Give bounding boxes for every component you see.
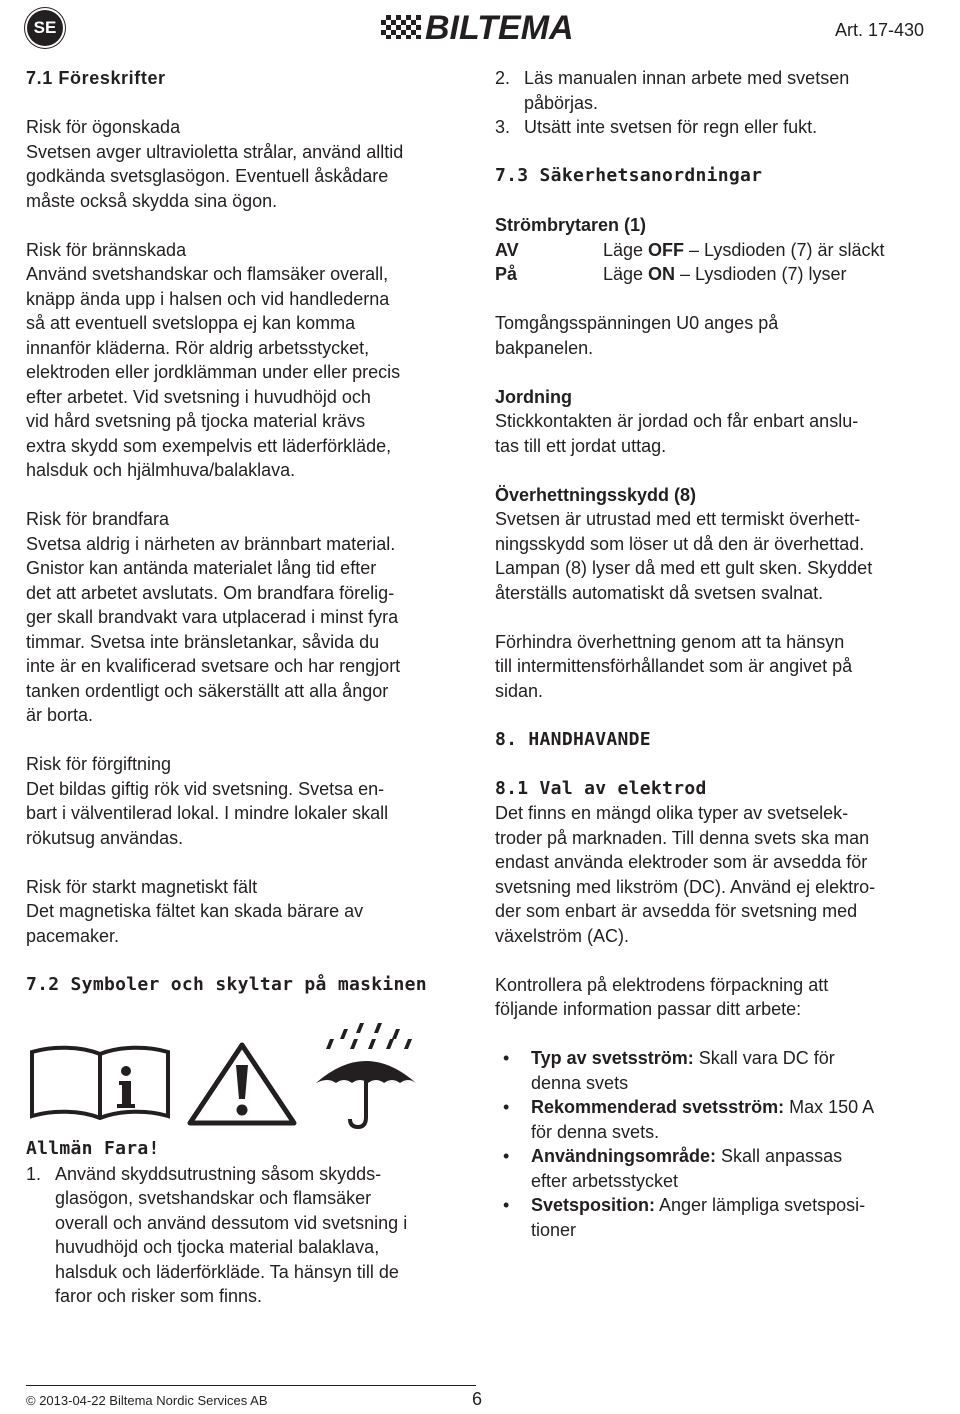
list-item-text: Läs manualen innan arbete med svetsen påbörjas. (524, 68, 850, 113)
eye-risk-title: Risk för ögonskada (26, 117, 181, 137)
list-item-3 (495, 115, 940, 140)
page-number: 6 (472, 1389, 483, 1409)
bullet-text: Skall anpassas efter arbetsstycket (531, 1146, 843, 1191)
prevent-overheat-text: Förhindra överhettning genom att ta hänsyn till intermittensförhållandet som är angivet på sidan. (495, 631, 853, 701)
section-heading-7-3: 7.3 Säkerhetsanordningar (495, 165, 763, 186)
switch-value: Läge OFF – Lysdioden (7) är släckt (603, 239, 885, 260)
magnet-risk-block (26, 875, 472, 949)
burn-risk-text: Använd svetshandskar och flamsäker overall, knäpp ända upp i halsen och vid handlederna så att eventuell svetsloppa ej kan komma innanför kläderna. Rör aldrig arbetsstycket, elektroden eller jordklämman under eller precis efter arbetet. Vid svetsning i huvudhöjd och vid hård svetsning på tjocka material krävs extra skydd som exempelvis ett läderförkläde, halsduk och hjälmhuva/balaklava. (26, 264, 401, 480)
poison-risk-title: Risk för förgiftning (26, 754, 172, 774)
list-item (495, 1095, 940, 1144)
switch-value: Läge ON – Lysdioden (7) lyser (603, 264, 847, 284)
bullet-text: Max 150 A för denna svets. (531, 1097, 875, 1142)
section-heading-7-1: 7.1 Föreskrifter (26, 68, 166, 88)
list-item-text: Utsätt inte svetsen för regn eller fukt. (524, 117, 818, 137)
checkered-flag-icon (381, 15, 421, 39)
switch-title: Strömbrytaren (1) (495, 215, 647, 235)
copyright: © 2013-04-22 Biltema Nordic Services AB (26, 1393, 268, 1408)
grounding-text: Stickkontakten är jordad och får enbart anslu- tas till ett jordat uttag. (495, 411, 859, 456)
list-item-1 (26, 1162, 472, 1309)
section-heading-8-1: 8.1 Val av elektrod (495, 777, 707, 799)
switch-row-on (495, 262, 940, 287)
list-number: 3. (495, 117, 511, 137)
country-badge: SE (27, 10, 63, 46)
general-danger-heading: Allmän Fara! (26, 1138, 160, 1159)
bullet-icon: • (503, 1146, 510, 1166)
section-heading-7-2: 7.2 Symboler och skyltar på maskinen (26, 973, 427, 995)
check-package-text: Kontrollera på elektrodens förpackning att följande information passar ditt arbete: (495, 974, 829, 1019)
list-number: 1. (26, 1163, 42, 1184)
poison-risk-text: Det bildas giftig rök vid svetsning. Svetsa en- bart i välventilerad lokal. I mindre lokaler skall rökutsug användas. (26, 778, 389, 848)
info-manual-icon (28, 1044, 172, 1122)
poison-risk-block (26, 752, 472, 850)
warning-triangle-icon (186, 1041, 298, 1127)
electrode-block (495, 777, 940, 949)
article-number: Art. 17-430 (834, 20, 924, 40)
switch-key: På (495, 264, 518, 284)
left-column (26, 66, 472, 1309)
grounding-title: Jordning (495, 386, 572, 407)
eye-risk-block (26, 115, 472, 213)
bullet-label: Typ av svetsström: (531, 1048, 694, 1068)
bullet-text: Anger lämpliga svetsposi- tioner (531, 1195, 866, 1240)
footer-divider (26, 1385, 476, 1386)
list-number: 2. (495, 68, 511, 88)
switch-key: AV (495, 239, 519, 260)
rain-icon (296, 1019, 436, 1137)
section-heading-8: 8. HANDHAVANDE (495, 728, 651, 750)
machine-symbols (26, 997, 472, 1137)
bullet-icon: • (503, 1097, 510, 1117)
fire-risk-text: Svetsa aldrig i närheten av brännbart material. Gnistor kan antända materialet lång tid efter det att arbetet avslutats. Om brandfara förelig- ger skall brandvakt vara utplacerad i minst fyra timmar. Svetsa inte bränsletankar, såvida du inte är en kvalificerad svetsare och har rengjort tanken ordentligt och säkerställt att alla ångor är borta. (26, 533, 401, 725)
list-item-text: Använd skyddsutrustning såsom skydds- glasögon, svetshandskar och flamsäker overall och använd dessutom vid svetsning i huvudhöjd och tjocka material balaklava, halsduk och läderförkläde. Ta hänsyn till de faror och risker som finns. (55, 1163, 408, 1306)
list-item (495, 1046, 940, 1095)
magnet-risk-title: Risk för starkt magnetiskt fält (26, 876, 258, 897)
bullet-icon: • (503, 1048, 510, 1068)
overheat-title: Överhettningsskydd (8) (495, 484, 697, 505)
switch-row-off (495, 238, 940, 263)
right-column (495, 66, 940, 1242)
bullet-label: Användningsområde: (531, 1146, 717, 1166)
grounding-block (495, 385, 940, 459)
brand-name: BILTEMA (425, 9, 574, 47)
bullet-icon: • (503, 1195, 510, 1215)
burn-risk-title: Risk för brännskada (26, 239, 187, 260)
list-item (495, 1193, 940, 1242)
burn-risk-block (26, 238, 472, 483)
electrode-bullets (495, 1046, 940, 1242)
eye-risk-text: Svetsen avger ultravioletta strålar, använd alltid godkända svetsglasögon. Eventuell åskådare måste också skydda sina ögon. (26, 141, 404, 211)
electrode-text: Det finns en mängd olika typer av svetselek- troder på marknaden. Till denna svets ska man endast använda elektroder som är avsedda för svetsning med likström (DC). Använd ej elektro- der som enbart är avsedda för svetsning med växelström (AC). (495, 803, 876, 946)
fire-risk-block (26, 507, 472, 728)
magnet-risk-text: Det magnetiska fältet kan skada bärare av pacemaker. (26, 901, 364, 946)
overheat-block (495, 483, 940, 606)
fire-risk-title: Risk för brandfara (26, 509, 170, 529)
list-item-2 (495, 66, 940, 115)
list-item (495, 1144, 940, 1193)
switch-block (495, 213, 940, 287)
page-footer (26, 1389, 940, 1413)
page-header (0, 0, 960, 60)
bullet-text: Skall vara DC för denna svets (531, 1048, 835, 1093)
bullet-label: Rekommenderad svetsström: (531, 1097, 785, 1117)
idle-voltage-text: Tomgångsspänningen U0 anges på bakpanelen. (495, 313, 779, 358)
bullet-label: Svetsposition: (531, 1195, 656, 1215)
overheat-text: Svetsen är utrustad med ett termiskt överhett- ningsskydd som löser ut då den är överhettad. Lampan (8) lyser då med ett gult sken. Skyddet återställs automatiskt då svetsen svalnat. (495, 509, 873, 603)
